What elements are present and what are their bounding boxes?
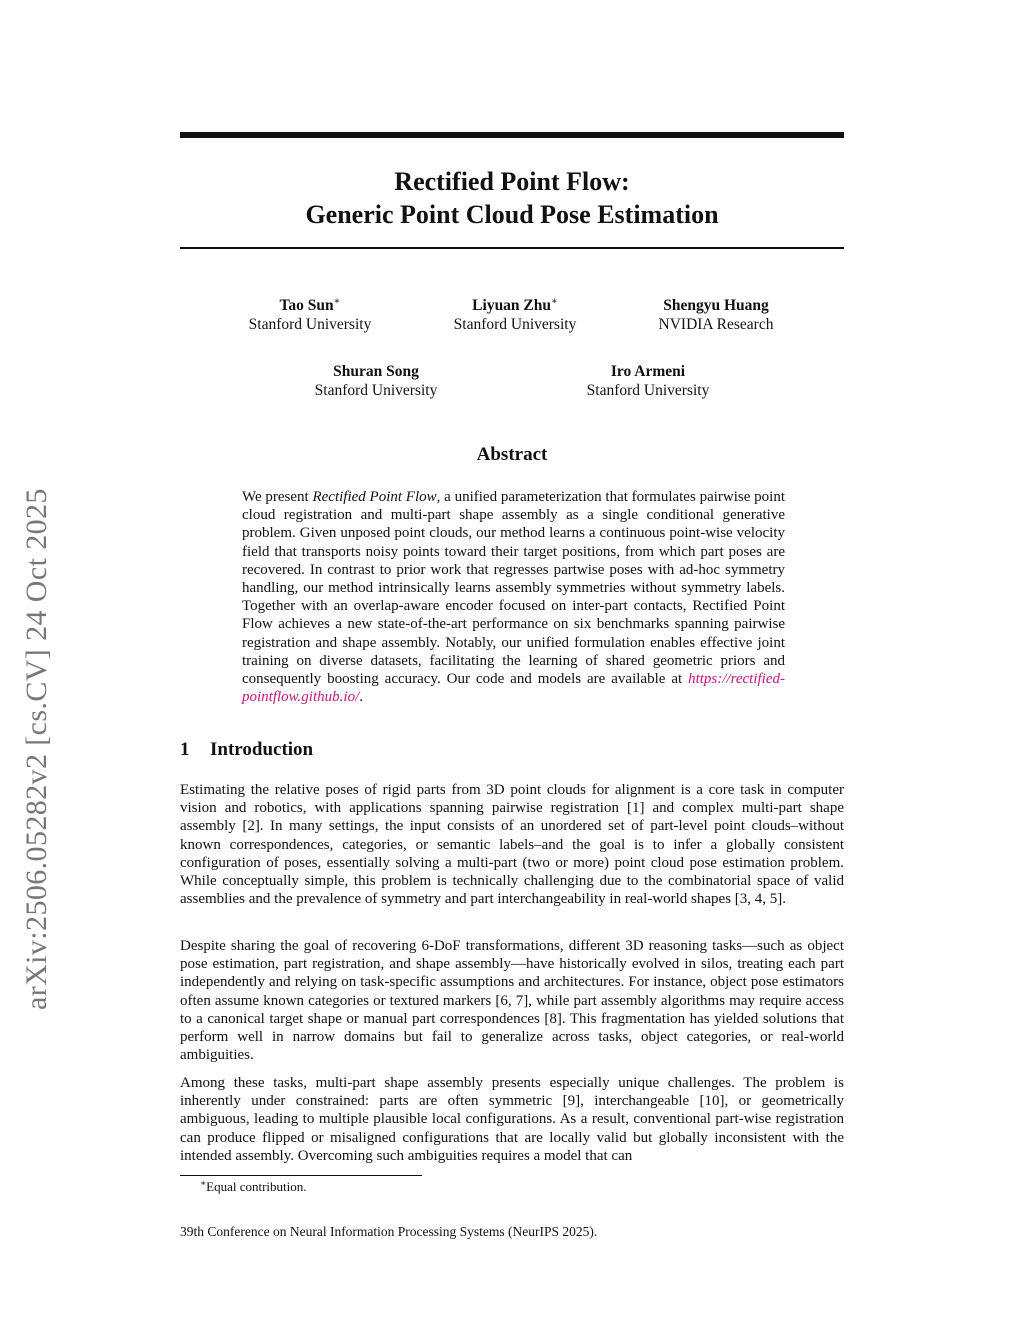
author-affiliation: Stanford University	[248, 316, 372, 333]
paper-title	[180, 165, 844, 231]
abstract-intro: We present	[242, 489, 313, 505]
equal-contribution-mark: ∗	[551, 296, 558, 307]
author-name: Shengyu Huang	[663, 297, 769, 314]
author-name: Tao Sun	[279, 297, 334, 314]
section-number: 1	[180, 739, 190, 760]
method-name: Rectified Point Flow	[312, 489, 437, 505]
section-title: Introduction	[210, 739, 314, 760]
author-affiliation: Stanford University	[314, 382, 438, 399]
author-block	[256, 362, 496, 400]
author-block	[190, 296, 430, 334]
author-name: Iro Armeni	[610, 363, 686, 380]
project-link[interactable]: https://rectified-pointflow.github.io/	[242, 671, 785, 706]
title-line-1: Rectified Point Flow:	[394, 167, 630, 196]
author-affiliation: NVIDIA Research	[658, 316, 774, 333]
footnote	[200, 1179, 307, 1195]
author-name: Shuran Song	[333, 363, 419, 380]
equal-contribution-mark: ∗	[333, 296, 341, 307]
abstract-end: .	[359, 689, 363, 706]
title-top-rule	[180, 132, 844, 138]
author-block	[596, 296, 836, 334]
arxiv-identifier-stamp: arXiv:2506.05282v2 [cs.CV] 24 Oct 2025	[20, 488, 53, 1010]
section-heading-introduction	[180, 739, 313, 761]
author-affiliation: Stanford University	[586, 382, 710, 399]
author-affiliation: Stanford University	[453, 316, 577, 333]
abstract-text	[242, 488, 785, 706]
title-line-2: Generic Point Cloud Pose Estimation	[305, 200, 719, 229]
title-bottom-rule	[180, 247, 844, 249]
footnote-rule	[180, 1175, 422, 1176]
body-paragraph: Despite sharing the goal of recovering 6-DoF transformations, different 3D reasoning tasks—such as object pose estimation, part registration, and shape assembly—have historically evolved in silos, treating each part independently and relying on task-specific assumptions and architectures. For instance, object pose estimators often assume known categories or textured markers [6, 7], while part assembly algorithms may require access to a canonical target shape or manual part correspondences [8]. This fragmentation has yielded solutions that perform well in narrow domains but fail to generalize across tasks, object categories, or real-world ambiguities.	[180, 938, 844, 1064]
footnote-text: Equal contribution.	[206, 1179, 307, 1194]
abstract-heading: Abstract	[476, 444, 548, 465]
author-name: Liyuan Zhu	[472, 297, 552, 314]
venue-footer: 39th Conference on Neural Information Processing Systems (NeurIPS 2025).	[180, 1224, 598, 1239]
abstract-body: , a unified parameterization that formulates pairwise point cloud registration and multi-part shape assembly as a single conditional generative problem. Given unposed point clouds, our method learns a continuous point-wise velocity field that transports noisy points toward their target positions, from which part poses are recovered. In contrast to prior work that regresses partwise poses with ad-hoc symmetry handling, our method intrinsically learns assembly symmetries without symmetry labels. Together with an overlap-aware encoder focused on inter-part contacts, Rectified Point Flow achieves a new state-of-the-art performance on six benchmarks spanning pairwise registration and shape assembly. Notably, our unified formulation enables effective joint training on diverse datasets, facilitating the learning of shared geometric priors and consequently boosting accuracy. Our code and models are available at	[242, 489, 785, 688]
author-block	[528, 362, 768, 400]
footnote-mark: ∗	[200, 1178, 207, 1188]
body-paragraph: Among these tasks, multi-part shape assembly presents especially unique challenges. The problem is inherently under constrained: parts are often symmetric [9], interchangeable [10], or geometrically ambiguous, leading to multiple plausible local configurations. As a result, conventional part-wise registration can produce flipped or misaligned configurations that are locally valid but globally inconsistent with the intended assembly. Overcoming such ambiguities requires a model that can	[180, 1075, 844, 1164]
body-paragraph: Estimating the relative poses of rigid parts from 3D point clouds for alignment is a core task in computer vision and robotics, with applications spanning pairwise registration [1] and complex multi-part shape assembly [2]. In many settings, the input consists of an unordered set of part-level point clouds–without known correspondences, categories, or semantic labels–and the goal is to infer a globally consistent configuration of poses, essentially solving a multi-part (two or more) point cloud pose estimation problem. While conceptually simple, this problem is technically challenging due to the combinatorial space of valid assemblies and the prevalence of symmetry and part interchangeability in real-world shapes [3, 4, 5].	[180, 782, 844, 908]
